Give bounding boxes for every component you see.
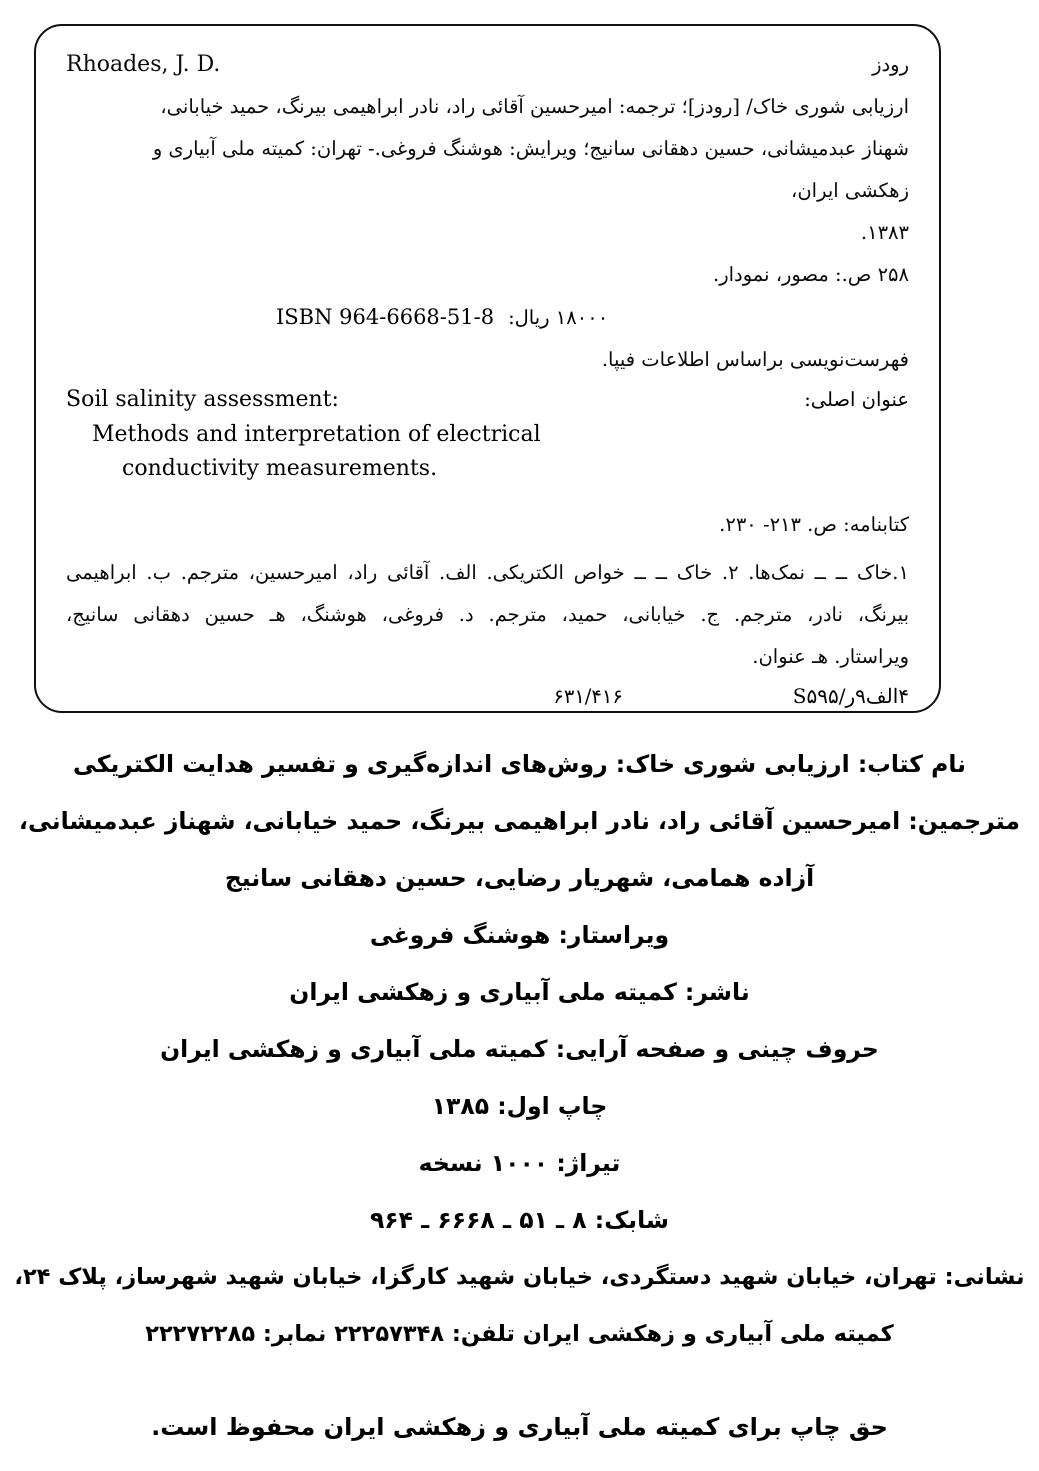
cip-content — [36, 26, 939, 711]
cip-original-title-row — [66, 387, 909, 412]
cip-title-statement-line-3: زهکشی ایران، — [791, 179, 909, 202]
cip-original-title-sub-2: conductivity measurements. — [122, 456, 438, 481]
colophon-translators-line-1: مترجمین: امیرحسین آقائی راد، نادر ابراهیمی بیرنگ، حمید خیابانی، شهناز عبدمیشانی، — [19, 807, 1020, 835]
cip-subjects-line-1: ۱.خاک ــ ــ نمک‌ها. ۲. خاک ــ ــ خواص الکتریکی. الف. آقائی راد، امیرحسین، مترجم. ب. ابراهیمی — [66, 561, 909, 584]
colophon-book-title: نام کتاب: ارزیابی شوری خاک: روش‌های اندازه‌گیری و تفسیر هدایت الکتریکی — [73, 750, 966, 778]
colophon-publisher: ناشر: کمیته ملی آبیاری و زهکشی ایران — [289, 978, 750, 1006]
cip-cataloging-note: فهرست‌نویسی براساس اطلاعات فیپا. — [601, 348, 909, 371]
cip-dewey-number: ۶۳۱/۴۱۶ — [553, 685, 623, 708]
colophon-address-line-2: کمیته ملی آبیاری و زهکشی ایران تلفن: ۲۲۲۵۷۳۴۸ نمابر: ۲۲۲۷۲۲۸۵ — [145, 1321, 894, 1347]
cip-price: ۱۸۰۰۰ ریال: — [508, 306, 609, 329]
cip-subjects-line-3: ویراستار. هـ عنوان. — [752, 645, 909, 668]
colophon-translators-line-2: آزاده همامی، شهریار رضایی، حسین دهقانی سانیج — [224, 864, 815, 892]
cip-original-title-main: Soil salinity assessment: — [66, 387, 339, 412]
cip-subject-headings — [66, 552, 909, 678]
colophon-edition: چاپ اول: ۱۳۸۵ — [431, 1092, 608, 1120]
cip-title-statement-line-1: ارزیابی شوری خاک/ [رودز]؛ ترجمه: امیرحسین آقائی راد، نادر ابراهیمی بیرنگ، حمید خیابانی، — [160, 95, 909, 118]
cip-original-title-sub-1: Methods and interpretation of electrical — [92, 422, 541, 447]
cip-subjects-line-2: بیرنگ، نادر، مترجم. ج. خیابانی، حمید، مترجم. د. فروغی، هوشنگ، هـ حسین دهقانی سانیج، — [66, 603, 909, 626]
cip-physical-description: ۲۵۸ ص.: مصور، نمودار. — [713, 263, 909, 286]
cip-cataloging-box — [34, 24, 941, 713]
cip-author-latin: Rhoades, J. D. — [66, 52, 221, 77]
cip-call-number: ۴الف۹ر/S۵۹۵ — [792, 684, 909, 708]
cip-author-heading — [66, 34, 909, 86]
colophon-editor: ویراستار: هوشنگ فروغی — [369, 921, 670, 949]
cip-isbn-latin: ISBN 964-6668-51-8 — [276, 305, 495, 329]
cip-title-statement-line-2: شهناز عبدمیشانی، حسین دهقانی سانیج؛ ویرایش: هوشنگ فروغی.- تهران: کمیته ملی آبیاری و — [152, 137, 909, 160]
cip-bibliography-note: کتابنامه: ص. ۲۱۳- ۲۳۰. — [719, 513, 909, 536]
cip-author-persian: رودز — [872, 53, 909, 76]
colophon-print-run: تیراژ: ۱۰۰۰ نسخه — [418, 1149, 621, 1177]
cip-isbn-row — [66, 296, 909, 339]
cip-publication-year: ۱۳۸۳. — [860, 221, 909, 244]
cip-call-number-row — [66, 684, 909, 708]
colophon-copyright-notice: حق چاپ برای کمیته ملی آبیاری و زهکشی ایران محفوظ است. — [151, 1413, 888, 1441]
colophon-address-line-1: نشانی: تهران، خیابان شهید دستگردی، خیابان شهید کارگزا، خیابان شهید شهرساز، پلاک ۲۴، — [14, 1264, 1025, 1290]
colophon-typesetting: حروف چینی و صفحه آرایی: کمیته ملی آبیاری و زهکشی ایران — [160, 1035, 879, 1063]
colophon-isbn: شابک: ۸ ـ ۵۱ ـ ۶۶۶۸ ـ ۹۶۴ — [369, 1206, 670, 1234]
cip-original-title-label: عنوان اصلی: — [804, 388, 909, 411]
colophon-block — [0, 736, 1039, 1456]
